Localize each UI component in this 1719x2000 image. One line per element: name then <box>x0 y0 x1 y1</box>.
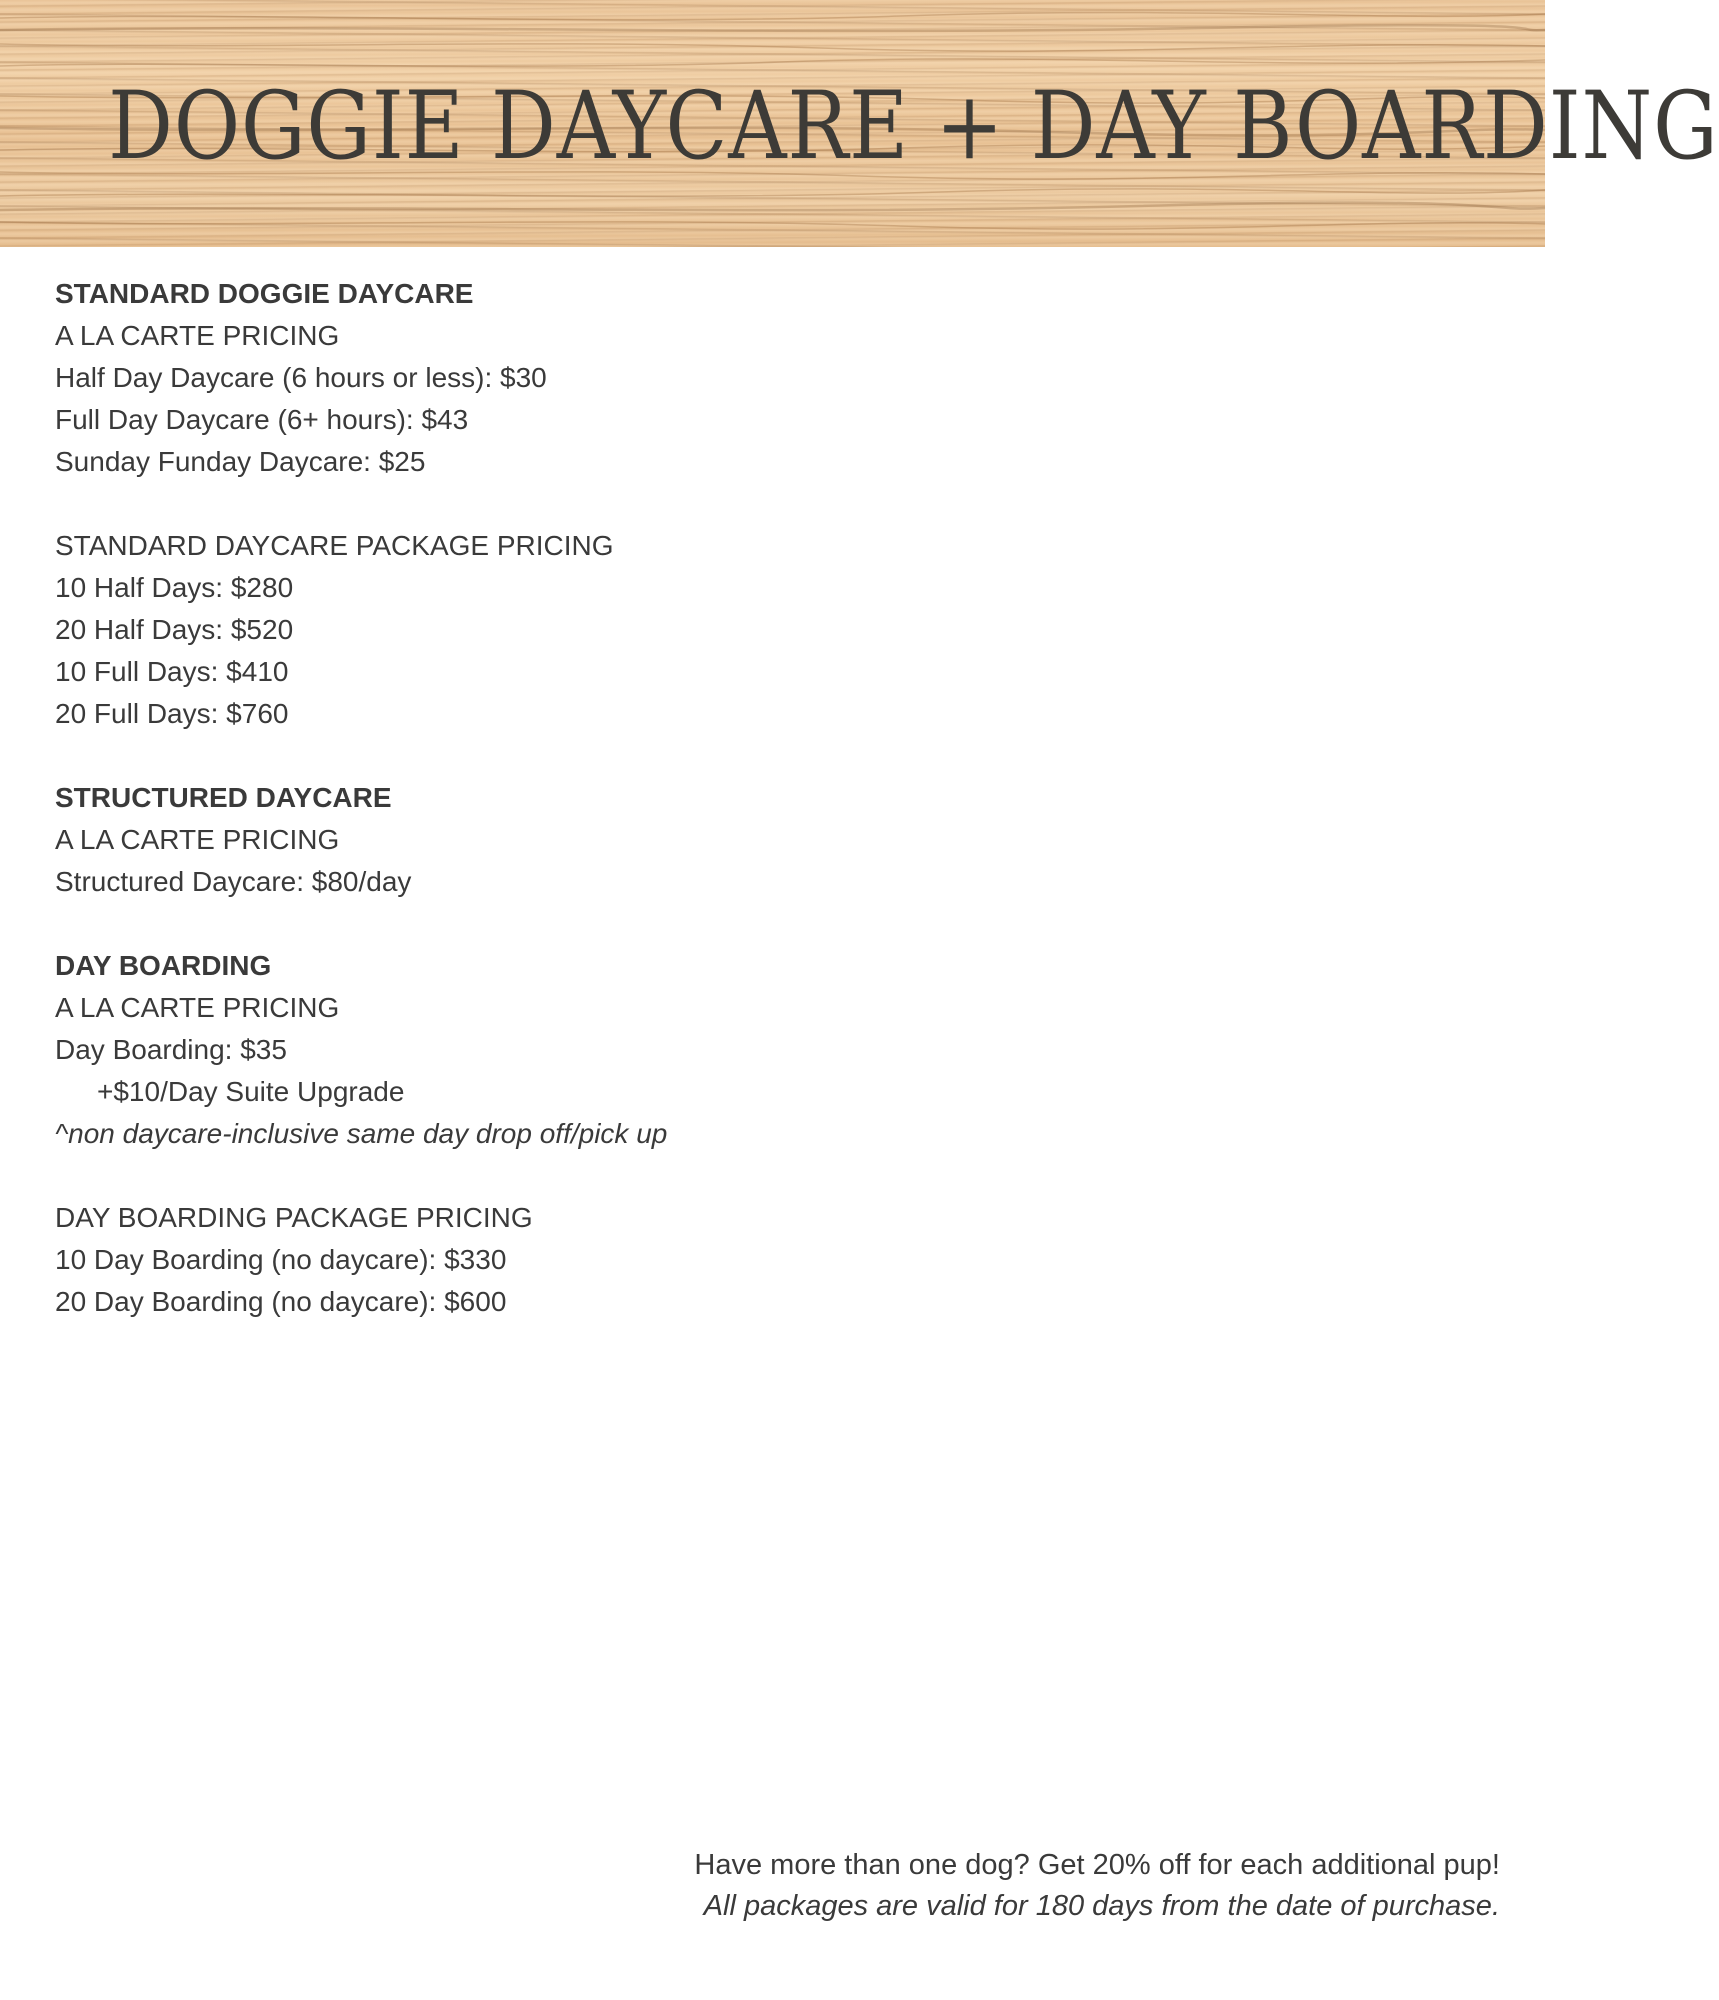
subheading-standard-alacarte: A LA CARTE PRICING <box>55 320 340 351</box>
price-item: Sunday Funday Daycare: $25 <box>55 446 426 477</box>
price-item: 10 Full Days: $410 <box>55 656 289 687</box>
pricing-content <box>55 273 955 1323</box>
subheading-day-boarding-package: DAY BOARDING PACKAGE PRICING <box>55 1202 533 1233</box>
price-item: 20 Full Days: $760 <box>55 698 289 729</box>
spacer <box>55 903 955 945</box>
spacer <box>55 735 955 777</box>
multi-dog-discount: Have more than one dog? Get 20% off for each additional pup! <box>694 1849 1500 1881</box>
subheading-day-boarding-alacarte: A LA CARTE PRICING <box>55 992 340 1023</box>
price-item: Half Day Daycare (6 hours or less): $30 <box>55 362 547 393</box>
footer-notes <box>694 1845 1500 1927</box>
subheading-structured-alacarte: A LA CARTE PRICING <box>55 824 340 855</box>
section-heading-structured: STRUCTURED DAYCARE <box>55 782 392 813</box>
spacer <box>55 1155 955 1197</box>
spacer <box>55 483 955 525</box>
suite-upgrade-item: +$10/Day Suite Upgrade <box>97 1076 405 1107</box>
day-boarding-note: ^non daycare-inclusive same day drop off/pick up <box>55 1118 668 1149</box>
subheading-standard-package: STANDARD DAYCARE PACKAGE PRICING <box>55 530 614 561</box>
page-title: DOGGIE DAYCARE + DAY BOARDING <box>108 72 1719 181</box>
price-item: Structured Daycare: $80/day <box>55 866 412 897</box>
price-item: 10 Half Days: $280 <box>55 572 294 603</box>
price-item: 20 Day Boarding (no daycare): $600 <box>55 1286 507 1317</box>
price-item: 20 Half Days: $520 <box>55 614 294 645</box>
wood-banner <box>0 0 1719 247</box>
price-item: 10 Day Boarding (no daycare): $330 <box>55 1244 507 1275</box>
section-heading-day-boarding: DAY BOARDING <box>55 950 272 981</box>
price-item: Day Boarding: $35 <box>55 1034 287 1065</box>
package-validity-note: All packages are valid for 180 days from the date of purchase. <box>703 1890 1500 1922</box>
section-heading-standard: STANDARD DOGGIE DAYCARE <box>55 278 474 309</box>
price-item: Full Day Daycare (6+ hours): $43 <box>55 404 469 435</box>
